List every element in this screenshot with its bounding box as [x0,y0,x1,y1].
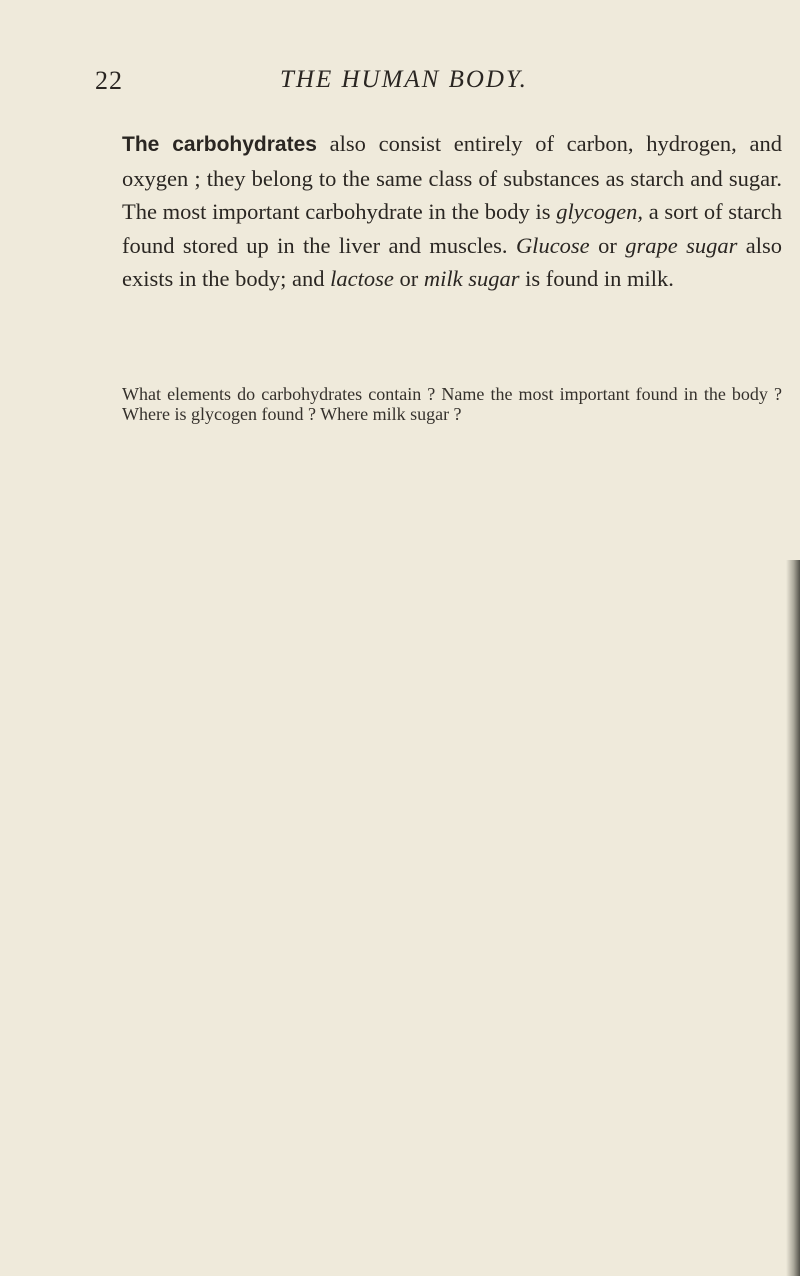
paragraph-text: or [589,232,626,258]
term-milk-sugar: milk sugar [423,266,520,291]
running-head: THE HUMAN BODY. [280,66,528,93]
paragraph-text: also consist entirely of carbon, hydrogen, and oxygen ; they belong to the same class of substances as starch and sugar. The most important carbohydrate in the body is [122,131,782,224]
review-questions: What elements do carbohydrates contain ? Name the most important found in the body ? Where is glycogen found ? Where milk sugar ? [122,384,782,424]
paragraph-text: or [393,266,424,291]
lead-term: The carbohydrates [122,133,317,156]
paragraph-text: a sort of starch found stored up in the liver and muscles. [122,199,782,258]
page-number: 22 [95,66,123,95]
body-paragraph [122,127,782,296]
term-grape-sugar: grape sugar [625,232,738,258]
page-edge-shadow [786,560,800,1276]
paragraph-text: is found in milk. [519,266,674,291]
term-lactose: lactose [330,266,394,291]
term-glucose: Glucose [515,232,590,258]
paragraph-text: also exists in the body; and [122,232,782,291]
term-glycogen: glycogen, [556,199,644,224]
